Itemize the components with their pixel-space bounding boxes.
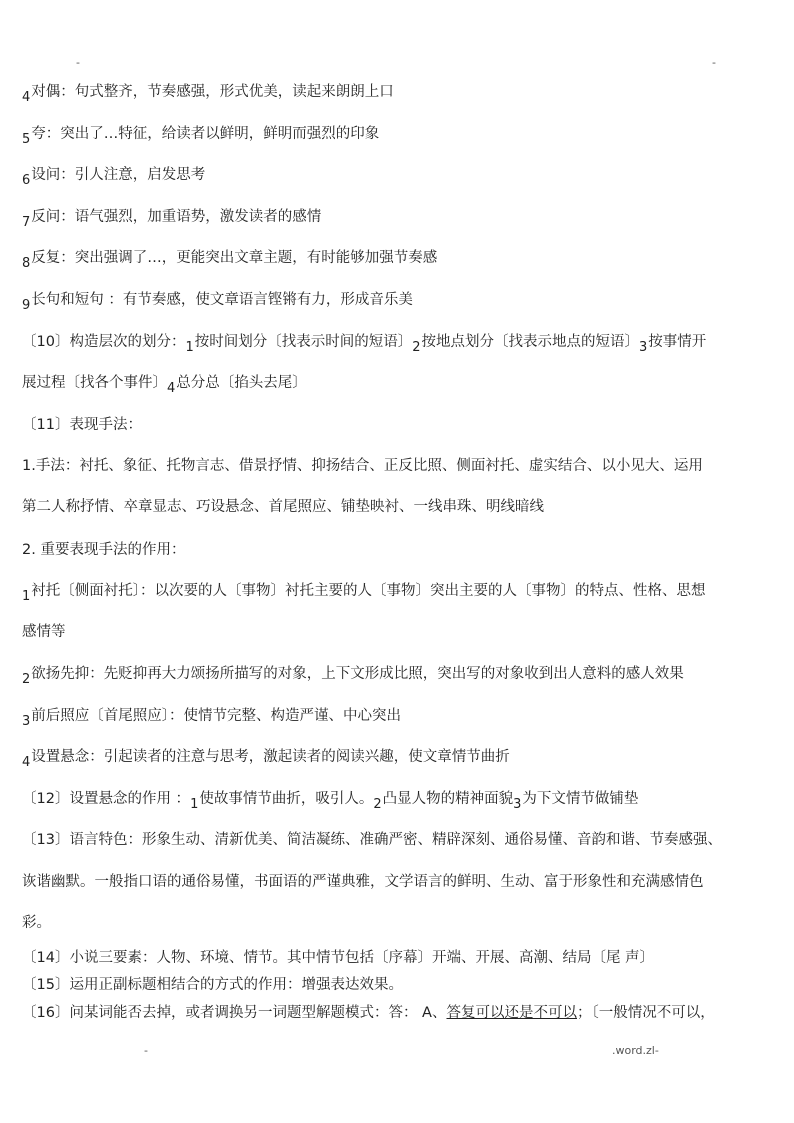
text-line: 4设置悬念：引起读者的注意与思考，激起读者的阅读兴趣，使文章情节曲折 (22, 749, 510, 770)
footer-right-mark: .word.zl- (612, 1044, 659, 1057)
list-number: 4 (22, 755, 31, 770)
text-line: 展过程〔找各个事件〕4总分总〔掐头去尾〕 (22, 375, 307, 396)
underlined-answer: 答复可以还是不可以 (446, 1005, 577, 1021)
text-line: 感情等 (22, 624, 66, 640)
list-number: 4 (22, 90, 31, 105)
text-line: 〔10〕构造层次的划分：1按时间划分〔找表示时间的短语〕2按地点划分〔找表示地点的短语〕3按事情开 (22, 334, 707, 355)
text-line: 1衬托〔侧面衬托〕：以次要的人〔事物〕衬托主要的人〔事物〕突出主要的人〔事物〕的特点、性格、思想 (22, 583, 706, 604)
list-number: 2 (22, 672, 31, 687)
list-number: 5 (22, 132, 31, 147)
header-right-mark: - (712, 56, 716, 69)
list-number: 1 (22, 589, 31, 604)
list-number: 8 (22, 256, 31, 271)
list-number: 7 (22, 215, 31, 230)
text-line: 第二人称抒情、卒章显志、巧设悬念、首尾照应、铺垫映衬、一线串珠、明线暗线 (22, 499, 544, 515)
text-line: 1.手法：衬托、象征、托物言志、借景抒情、抑扬结合、正反比照、侧面衬托、虚实结合、以小见大、运用 (22, 458, 703, 474)
text-line: 〔16〕问某词能否去掉，或者调换另一词题型解题模式：答： A、答复可以还是不可以；〔一般情况不可以， (22, 1005, 715, 1021)
section-heading: 〔11〕表现手法： (22, 417, 142, 433)
list-number: 3 (22, 714, 31, 729)
text-line: 2欲扬先抑：先贬抑再大力颂扬所描写的对象，上下文形成比照，突出写的对象收到出人意料的感人效果 (22, 666, 684, 687)
text-line: 7反问：语气强烈，加重语势，激发读者的感情 (22, 209, 322, 230)
text-line: 〔15〕运用正副标题相结合的方式的作用：增强表达效果。 (22, 977, 403, 993)
text-line: 〔12〕设置悬念的作用 ：1使故事情节曲折，吸引人。2凸显人物的精神面貌3为下文情节做铺垫 (22, 791, 639, 812)
list-number: 9 (22, 298, 31, 313)
text-line: 〔14〕小说三要素：人物、环境、情节。其中情节包括〔序幕〕开端、开展、高潮、结局〔尾 声〕 (22, 950, 655, 966)
text-line: 3前后照应〔首尾照应〕：使情节完整、构造严谨、中心突出 (22, 708, 402, 729)
text-line: 〔13〕语言特色：形象生动、清新优美、简洁凝练、准确严密、精辟深刻、通俗易懂、音韵和谐、节奏感强、 (22, 832, 722, 848)
text-line: 9长句和短句 ：有节奏感，使文章语言铿锵有力，形成音乐美 (22, 292, 413, 313)
text-line: 彩。 (22, 915, 51, 931)
text-line: 2. 重要表现手法的作用： (22, 542, 186, 558)
text-line: 4对偶：句式整齐，节奏感强，形式优美，读起来朗朗上口 (22, 84, 394, 105)
text-line: 6设问：引人注意，启发思考 (22, 167, 206, 188)
footer-left-mark: - (144, 1044, 148, 1057)
text-line: 8反复：突出强调了…，更能突出文章主题，有时能够加强节奏感 (22, 250, 438, 271)
list-number: 6 (22, 173, 31, 188)
text-line: 5夸：突出了…特征，给读者以鲜明，鲜明而强烈的印象 (22, 126, 380, 147)
header-left-mark: - (76, 56, 80, 69)
text-line: 诙谐幽默。一般指口语的通俗易懂，书面语的严谨典雅，文学语言的鲜明、生动、富于形象性和充满感情色 (22, 874, 704, 890)
